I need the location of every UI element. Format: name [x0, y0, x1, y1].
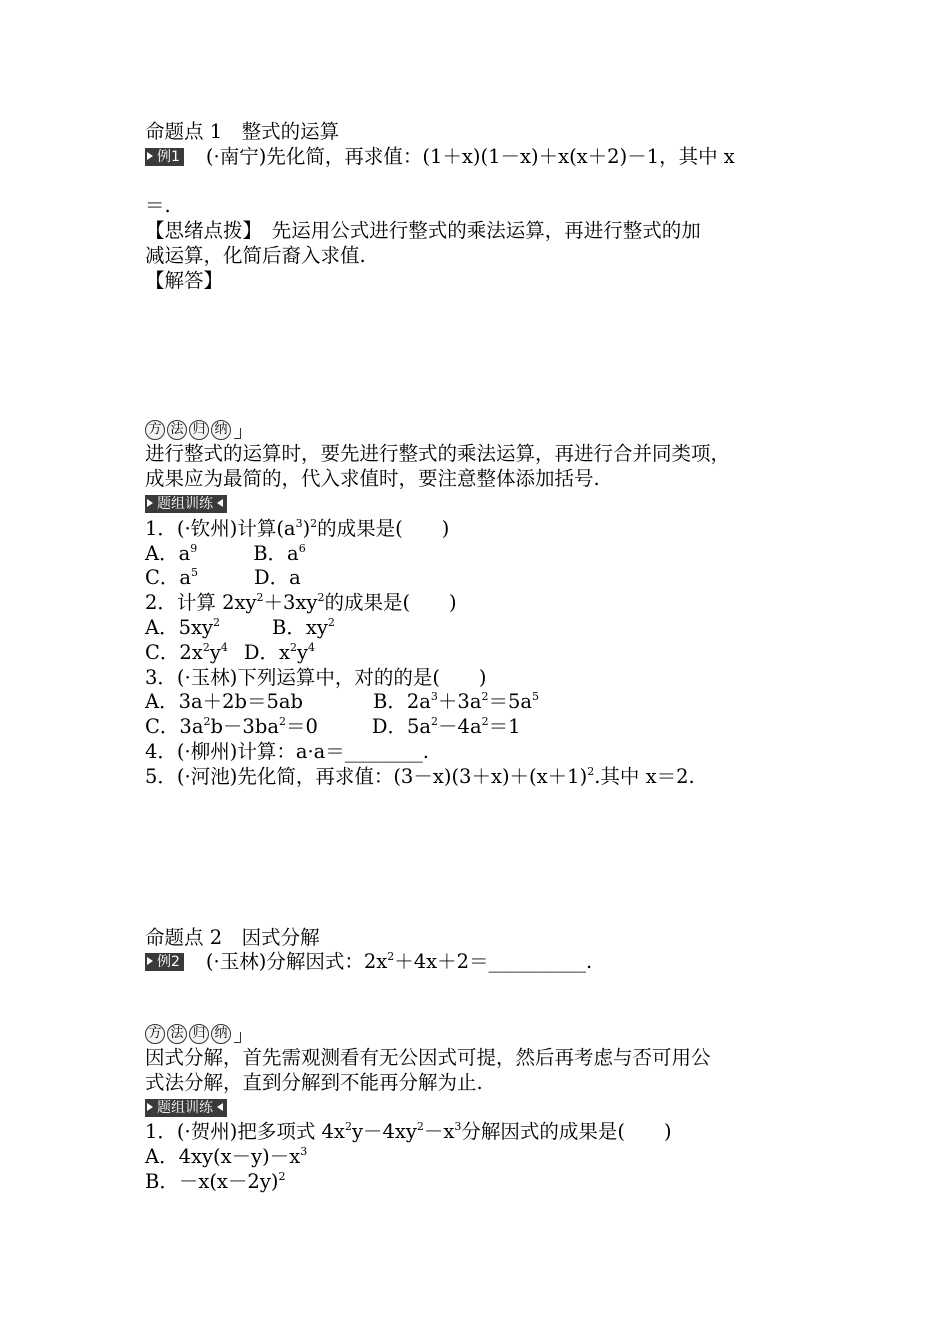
method-line2: 式法分解，直到分解到不能再分解为止.	[145, 1070, 483, 1094]
method-char: 方	[145, 420, 165, 440]
play-arrow-icon	[147, 957, 153, 965]
method-char: 纳	[211, 420, 231, 440]
hint-line2: 减运算，化简后裔入求值.	[145, 243, 366, 267]
play-arrow-icon	[147, 152, 153, 160]
hook-icon	[234, 428, 241, 439]
play-arrow-icon	[147, 499, 153, 507]
drill-tag: 题组训练	[145, 495, 227, 513]
option-a: A．$4xy(x-y)-x^3$	[145, 1145, 308, 1169]
option-d: D．x	[243, 640, 290, 664]
option-b: B．$-x(x-2y)^2$	[145, 1169, 286, 1193]
option-d: D．5a	[371, 715, 432, 739]
example1	[145, 145, 825, 170]
method-line1: 进行整式的运算时，要先进行整式的乘法运算，再进行合并同类项，	[145, 442, 731, 466]
left-arrow-icon	[217, 499, 223, 507]
method-char: 方	[145, 1024, 165, 1044]
method-summary-badge	[145, 418, 825, 443]
option-c: C．2x	[145, 640, 203, 664]
method-line2: 成果应为最简的，代入求值时，要注意整体添加括号.	[145, 467, 600, 491]
method-summary-badge	[145, 1021, 825, 1046]
option-a: A．a	[145, 541, 191, 565]
option-a: A．5xy	[145, 615, 214, 639]
section2-title: 命题点 2 因式分解	[145, 925, 320, 949]
method-char: 归	[189, 1024, 209, 1044]
drill-header	[145, 492, 825, 517]
option-c: C．a	[145, 566, 192, 590]
method-char: 法	[167, 420, 187, 440]
drill-header	[145, 1096, 825, 1121]
example2-tag: 例2	[145, 953, 184, 971]
example1-text: (·南宁)先化简，再求值：(1＋x)(1－x)＋x(x＋2)－1，其中 x	[205, 144, 735, 168]
question-3-options-cd: C．$3a^2b-3ba^2=0$ D．$5a^2-4a^2=1$	[145, 715, 521, 739]
option-b: B．2a	[373, 690, 431, 714]
question-2: 2．计算 $2xy^2+3xy^2$的成果是( )	[145, 591, 457, 615]
example1-tag: 例1	[145, 148, 184, 166]
option-c: C．3a	[145, 715, 204, 739]
option-b: B．a	[253, 541, 299, 565]
question-1: 1．(·钦州)计算$(a^3)^2$的成果是( )	[145, 516, 450, 540]
hint-line1: 【思绪点拨】 先运用公式进行整式的乘法运算，再进行整式的加	[145, 219, 701, 243]
example2-text: (·玉林)分解因式：2x	[205, 950, 388, 974]
answer-label: 【解答】	[145, 268, 224, 292]
example2: 例2 (·玉林)分解因式：$2x^2+4x+2=\_\_\_\_\_\_\_\_\_\_$.	[145, 950, 825, 975]
method-char: 法	[167, 1024, 187, 1044]
question-1: 1．(·贺州)把多项式 $4x^2y-4xy^2-x^3$分解因式的成果是( )	[145, 1120, 672, 1144]
document-page	[145, 120, 825, 1195]
option-b: B．xy	[272, 615, 328, 639]
question-5: 5．(·河池)先化简，再求值：$(3-x)(3+x)+(x+1)^2$.其中 x＝2.	[145, 764, 695, 788]
option-d: D．a	[254, 566, 301, 590]
left-arrow-icon	[217, 1103, 223, 1111]
drill-tag: 题组训练	[145, 1099, 227, 1117]
method-char: 纳	[211, 1024, 231, 1044]
question-3: 3．(·玉林)下列运算中，对的的是( )	[145, 665, 487, 689]
question-1-options-cd: C．$a^5$ D．a	[145, 566, 301, 590]
hook-icon	[234, 1032, 241, 1043]
method-line1: 因式分解，首先需观测看有无公因式可提，然后再考虑与否可用公	[145, 1045, 711, 1069]
question-3-options-ab: A．3a＋2b＝5ab B．$2a^3+3a^2=5a^5$	[145, 690, 539, 714]
method-char: 归	[189, 420, 209, 440]
question-2-options-ab: A．$5xy^2$ B．$xy^2$	[145, 615, 335, 639]
section1-title: 命题点 1 整式的运算	[145, 120, 340, 143]
question-4: 4．(·柳州)计算：a·a＝________.	[145, 739, 429, 763]
option-a: A．3a＋2b＝5ab	[145, 690, 304, 714]
play-arrow-icon	[147, 1103, 153, 1111]
example1-text-cont: ＝.	[145, 194, 171, 218]
question-1-options-ab: A．$a^9$ B．$a^6$	[145, 541, 306, 565]
question-2-options-cd: C．$2x^2y^4$ D．$x^2y^4$	[145, 640, 316, 664]
